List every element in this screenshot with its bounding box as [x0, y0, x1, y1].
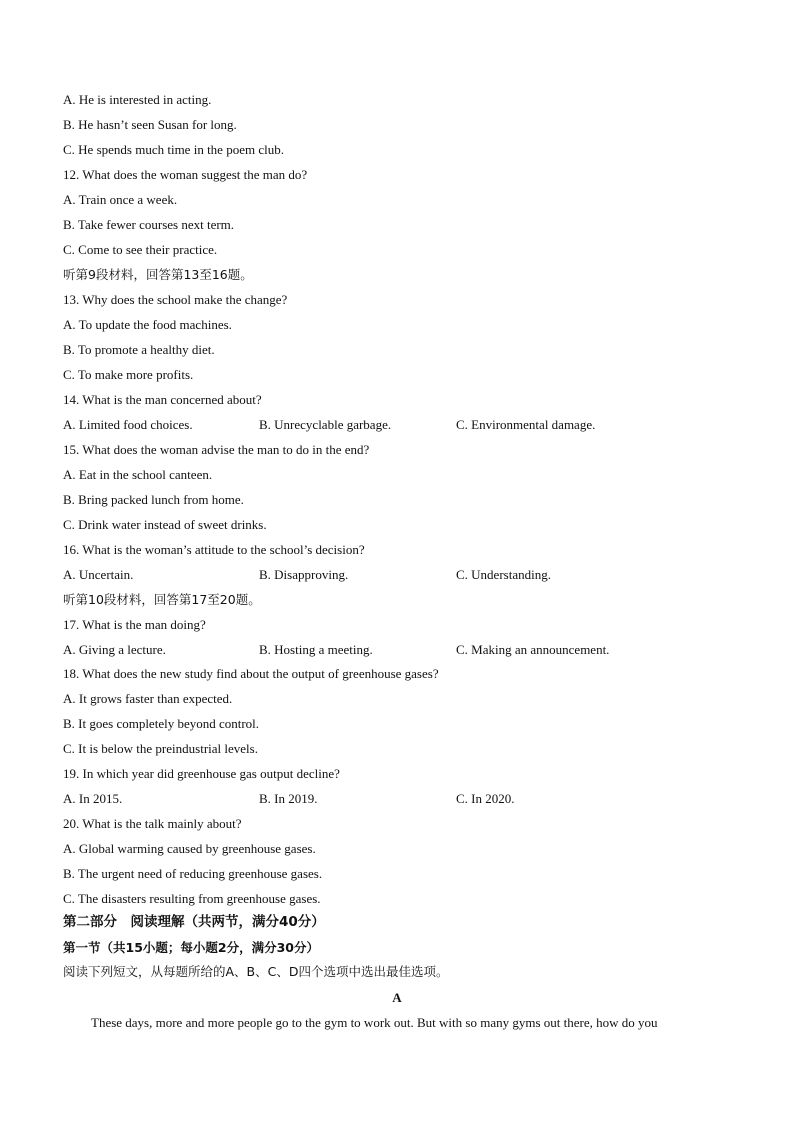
part-2-instruction: 阅读下列短文，从每题所给的A、B、C、D四个选项中选出最佳选项。 — [63, 964, 449, 979]
q12-option-a: A. Train once a week. — [63, 192, 178, 207]
q16-stem: 16. What is the woman’s attitude to the school’s decision? — [63, 542, 365, 557]
q14-option-b: B. Unrecyclable garbage. — [259, 417, 392, 432]
q15-option-c: C. Drink water instead of sweet drinks. — [63, 517, 267, 532]
q16-option-b: B. Disapproving. — [259, 567, 349, 582]
q18-stem: 18. What does the new study find about the output of greenhouse gases? — [63, 666, 439, 681]
q11-option-b: B. He hasn’t seen Susan for long. — [63, 117, 237, 132]
passage-label: A — [392, 990, 402, 1005]
q12-stem: 12. What does the woman suggest the man do? — [63, 167, 308, 182]
q11-option-c: C. He spends much time in the poem club. — [63, 142, 284, 157]
q16-options — [63, 562, 743, 587]
q17-stem: 17. What is the man doing? — [63, 617, 206, 632]
q19-option-c: C. In 2020. — [456, 791, 515, 806]
q17-option-a: A. Giving a lecture. — [63, 642, 166, 657]
q13-stem: 13. Why does the school make the change? — [63, 292, 288, 307]
q15-stem: 15. What does the woman advise the man to do in the end? — [63, 442, 370, 457]
q13-option-c: C. To make more profits. — [63, 367, 194, 382]
q14-option-a: A. Limited food choices. — [63, 417, 193, 432]
q14-options — [63, 412, 743, 437]
q20-option-c: C. The disasters resulting from greenhouse gases. — [63, 891, 321, 906]
part-2-section-1-title: 第一节（共15小题；每小题2分，满分30分） — [63, 940, 319, 955]
q12-option-c: C. Come to see their practice. — [63, 242, 218, 257]
q20-option-b: B. The urgent need of reducing greenhouse gases. — [63, 866, 323, 881]
q14-option-c: C. Environmental damage. — [456, 417, 596, 432]
q12-option-b: B. Take fewer courses next term. — [63, 217, 235, 232]
q18-option-c: C. It is below the preindustrial levels. — [63, 741, 258, 756]
section-9-instruction: 听第9段材料，回答第13至16题。 — [63, 267, 253, 282]
q17-options — [63, 637, 743, 662]
q17-option-c: C. Making an announcement. — [456, 642, 610, 657]
q16-option-a: A. Uncertain. — [63, 567, 134, 582]
q18-option-a: A. It grows faster than expected. — [63, 691, 233, 706]
q15-option-b: B. Bring packed lunch from home. — [63, 492, 244, 507]
q19-option-a: A. In 2015. — [63, 791, 123, 806]
q14-stem: 14. What is the man concerned about? — [63, 392, 262, 407]
q19-option-b: B. In 2019. — [259, 791, 318, 806]
q11-option-a: A. He is interested in acting. — [63, 92, 212, 107]
q15-option-a: A. Eat in the school canteen. — [63, 467, 213, 482]
passage-a-text: These days, more and more people go to the gym to work out. But with so many gyms out there, how do you — [91, 1015, 658, 1030]
q20-option-a: A. Global warming caused by greenhouse gases. — [63, 841, 316, 856]
q18-option-b: B. It goes completely beyond control. — [63, 716, 260, 731]
q16-option-c: C. Understanding. — [456, 567, 551, 582]
q19-options — [63, 786, 743, 811]
q13-option-a: A. To update the food machines. — [63, 317, 232, 332]
part-2-title: 第二部分 阅读理解（共两节，满分40分） — [63, 914, 325, 930]
q17-option-b: B. Hosting a meeting. — [259, 642, 373, 657]
q19-stem: 19. In which year did greenhouse gas output decline? — [63, 766, 340, 781]
q20-stem: 20. What is the talk mainly about? — [63, 816, 242, 831]
section-10-instruction: 听第10段材料，回答第17至20题。 — [63, 592, 261, 607]
q13-option-b: B. To promote a healthy diet. — [63, 342, 215, 357]
